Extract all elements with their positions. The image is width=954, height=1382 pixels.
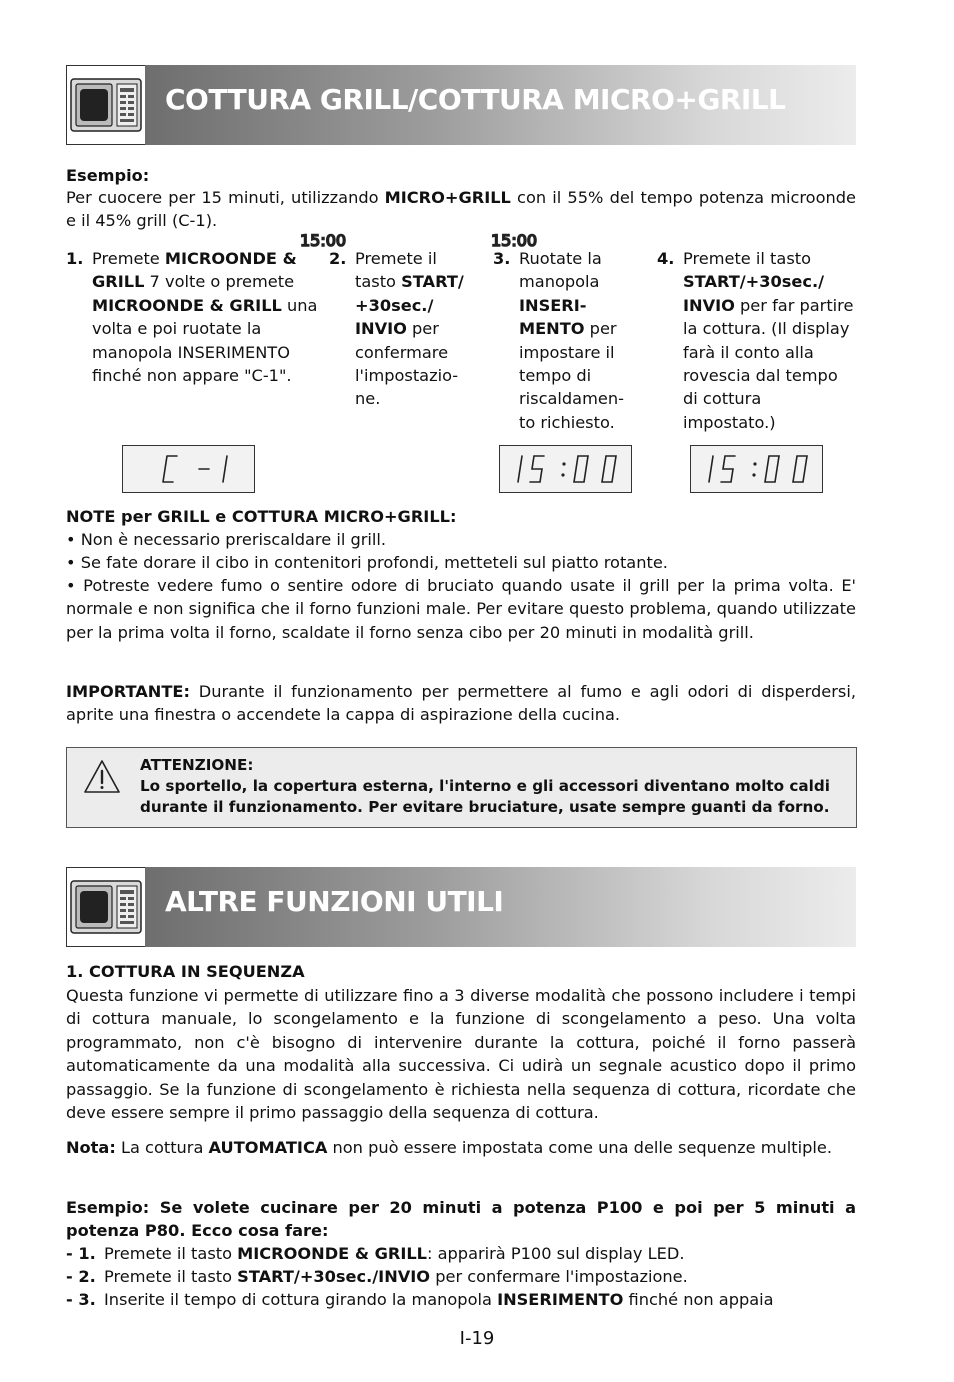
lcd-display-1500-a: [300, 231, 632, 493]
svg-text:15:00: 15:00: [491, 231, 538, 250]
warning-title: ATTENZIONE:: [140, 756, 254, 774]
note-1: • Non è necessario preriscaldare il grill.: [66, 530, 387, 549]
section-title: COTTURA GRILL/COTTURA MICRO+GRILL: [165, 83, 786, 116]
warning-text: Lo sportello, la copertura esterna, l'interno e gli accessori diventano molto caldi durante il funzionamento. Per evitare bruciature, usate sempre guanti da forno.: [140, 777, 830, 816]
warning-icon: [83, 758, 121, 796]
lcd-display-1500-b: [491, 231, 823, 493]
subsection-title: 1. COTTURA IN SEQUENZA: [66, 962, 305, 981]
sequence-step-3: - 3. Inserite il tempo di cottura girando la manopola INSERIMENTO finché non appaia: [66, 1290, 774, 1309]
example-text: Per cuocere per 15 minuti, utilizzando MICRO+GRILL con il 55% del tempo potenza microonde e il 45% grill (C-1).: [66, 188, 856, 231]
note-2: • Se fate dorare il cibo in contenitori profondi, metteteli sul piatto rotante.: [66, 553, 668, 572]
section-banner-grill: [66, 65, 856, 145]
sequence-step-1: - 1. Premete il tasto MICROONDE & GRILL: apparirà P100 sul display LED.: [66, 1244, 685, 1263]
sequence-intro: Questa funzione vi permette di utilizzare fino a 3 diverse modalità che possono includere i tempi di cottura manuale, lo scongelamento e la funzione di scongelamento a peso. Una volta programmato, non c'è bisogno di intervenire durante la cottura, poiché il forno passerà automaticamente da una modalità alla successiva. Ci udirà un segnale acustico dopo il primo passaggio. Se la funzione di scongelamento è richiesta nella sequenza di cottura, ricordate che deve essere sempre il primo passaggio della sequenza di cottura.: [66, 986, 856, 1123]
notes-title: NOTE per GRILL e COTTURA MICRO+GRILL:: [66, 507, 457, 526]
sequence-note: Nota: La cottura AUTOMATICA non può essere impostata come una delle sequenze multiple.: [66, 1138, 833, 1157]
note-3: • Potreste vedere fumo o sentire odore di bruciato quando usate il grill per la prima volta. E' normale e non significa che il forno funzioni male. Per evitare questo problema, quando utilizzate per la prima volta il forno, scaldate il forno senza cibo per 20 minuti in modalità grill.: [66, 576, 856, 642]
lcd-display-c1: [122, 445, 255, 493]
sequence-example: Esempio: Se volete cucinare per 20 minuti a potenza P100 e poi per 5 minuti a potenza P80. Ecco cosa fare:: [66, 1198, 856, 1241]
section-title: ALTRE FUNZIONI UTILI: [165, 885, 504, 918]
important-text: IMPORTANTE: Durante il funzionamento per permettere al fumo e agli odori di disperdersi, aprite una finestra o accendete la cappa di aspirazione della cucina.: [66, 682, 856, 725]
sequence-step-2: - 2. Premete il tasto START/+30sec./INVIO per confermare l'impostazione.: [66, 1267, 688, 1286]
microwave-icon: [66, 65, 146, 145]
section-banner-altre: [66, 867, 856, 947]
page-number: I-19: [459, 1328, 495, 1349]
warning-box: [66, 747, 857, 828]
svg-text:15:00: 15:00: [300, 231, 347, 250]
microwave-icon: [66, 867, 146, 947]
example-label: Esempio:: [66, 166, 150, 185]
